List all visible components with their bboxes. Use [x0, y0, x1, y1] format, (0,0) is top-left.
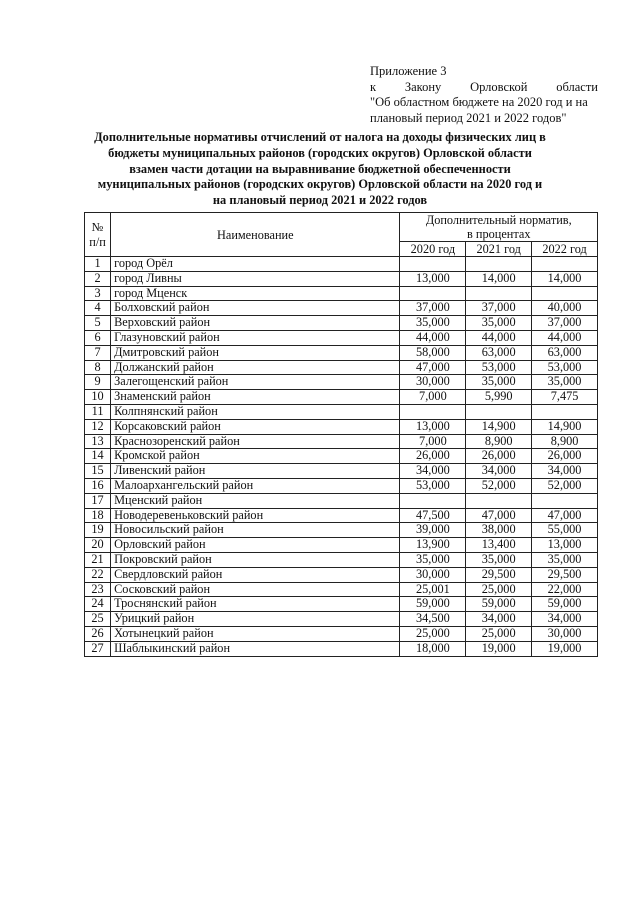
row-value-2021: 37,000	[466, 301, 532, 316]
annex-number: Приложение 3	[370, 64, 447, 78]
row-number: 15	[85, 464, 111, 479]
row-number: 23	[85, 582, 111, 597]
row-value-2022: 13,000	[532, 538, 598, 553]
row-number: 10	[85, 390, 111, 405]
row-value-2022: 53,000	[532, 360, 598, 375]
annex-word: области	[556, 79, 598, 94]
header-norm-group	[400, 213, 598, 242]
row-number: 12	[85, 419, 111, 434]
annex-law-title-1: "Об областном бюджете на 2020 год и на	[370, 95, 588, 109]
row-number: 3	[85, 286, 111, 301]
row-name: Должанский район	[111, 360, 400, 375]
row-number: 20	[85, 538, 111, 553]
row-value-2022: 55,000	[532, 523, 598, 538]
row-value-2022: 8,900	[532, 434, 598, 449]
row-name: Кромской район	[111, 449, 400, 464]
row-value-2020: 7,000	[400, 434, 466, 449]
row-value-2021: 35,000	[466, 552, 532, 567]
header-number	[85, 213, 111, 257]
row-value-2022: 14,900	[532, 419, 598, 434]
row-number: 19	[85, 523, 111, 538]
table-row	[85, 360, 598, 375]
header-name: Наименование	[111, 213, 400, 257]
row-value-2022: 22,000	[532, 582, 598, 597]
table-row	[85, 434, 598, 449]
row-value-2022: 34,000	[532, 464, 598, 479]
row-value-2021	[466, 404, 532, 419]
row-name: Ливенский район	[111, 464, 400, 479]
document-title: Дополнительные нормативы отчислений от налога на доходы физических лиц в бюджеты муниципальных районов (городских округов) Орловской области взамен части дотации на выравнивание бюджетной обеспеченности муниципальных районов (городских округов) Орловской области на 2020 год и на плановый период 2021 и 2022 годов	[94, 130, 546, 208]
row-name: Новодеревеньковский район	[111, 508, 400, 523]
table-row	[85, 330, 598, 345]
row-value-2020: 47,000	[400, 360, 466, 375]
table-row	[85, 449, 598, 464]
row-value-2020: 30,000	[400, 567, 466, 582]
row-value-2021: 8,900	[466, 434, 532, 449]
row-value-2021: 38,000	[466, 523, 532, 538]
table-row	[85, 271, 598, 286]
row-value-2022: 35,000	[532, 375, 598, 390]
row-name: Покровский район	[111, 552, 400, 567]
row-name: Сосковский район	[111, 582, 400, 597]
row-value-2020: 13,900	[400, 538, 466, 553]
row-name: Орловский район	[111, 538, 400, 553]
table-row	[85, 375, 598, 390]
row-value-2021: 25,000	[466, 582, 532, 597]
row-value-2020: 30,000	[400, 375, 466, 390]
row-value-2021	[466, 286, 532, 301]
row-number: 9	[85, 375, 111, 390]
row-number: 14	[85, 449, 111, 464]
row-value-2020: 13,000	[400, 271, 466, 286]
table-row	[85, 508, 598, 523]
row-name: город Ливны	[111, 271, 400, 286]
row-number: 26	[85, 626, 111, 641]
row-value-2020: 44,000	[400, 330, 466, 345]
row-value-2021	[466, 257, 532, 272]
row-value-2020: 13,000	[400, 419, 466, 434]
row-value-2021: 25,000	[466, 626, 532, 641]
row-value-2021: 13,400	[466, 538, 532, 553]
header-year-2022: 2022 год	[532, 242, 598, 257]
row-value-2021: 63,000	[466, 345, 532, 360]
table-body	[85, 257, 598, 657]
table-row	[85, 597, 598, 612]
row-name: Троснянский район	[111, 597, 400, 612]
row-value-2021: 59,000	[466, 597, 532, 612]
row-value-2021: 34,000	[466, 464, 532, 479]
row-name: Свердловский район	[111, 567, 400, 582]
row-name: город Орёл	[111, 257, 400, 272]
row-value-2020	[400, 257, 466, 272]
row-value-2020: 7,000	[400, 390, 466, 405]
row-value-2021: 19,000	[466, 641, 532, 656]
row-value-2022	[532, 493, 598, 508]
annex-word: Закону	[404, 79, 442, 94]
row-name: Знаменский район	[111, 390, 400, 405]
row-number: 6	[85, 330, 111, 345]
annex-word: Орловской	[470, 79, 528, 94]
table-row	[85, 404, 598, 419]
row-value-2020: 34,500	[400, 612, 466, 627]
annex-law-title-2: плановый период 2021 и 2022 годов"	[370, 110, 567, 125]
row-value-2020	[400, 493, 466, 508]
row-name: Краснозоренский район	[111, 434, 400, 449]
row-number: 7	[85, 345, 111, 360]
table-row	[85, 538, 598, 553]
row-value-2022: 52,000	[532, 478, 598, 493]
annex-header	[370, 64, 598, 126]
row-number: 24	[85, 597, 111, 612]
row-value-2021	[466, 493, 532, 508]
row-value-2020: 25,000	[400, 626, 466, 641]
row-value-2021: 34,000	[466, 612, 532, 627]
row-name: Хотынецкий район	[111, 626, 400, 641]
row-name: Шаблыкинский район	[111, 641, 400, 656]
row-value-2021: 26,000	[466, 449, 532, 464]
header-number-abbr: п/п	[89, 234, 106, 249]
row-value-2022	[532, 404, 598, 419]
row-value-2020: 39,000	[400, 523, 466, 538]
row-value-2020: 59,000	[400, 597, 466, 612]
row-value-2021: 53,000	[466, 360, 532, 375]
row-value-2022: 14,000	[532, 271, 598, 286]
row-value-2022: 63,000	[532, 345, 598, 360]
row-value-2021: 14,000	[466, 271, 532, 286]
row-value-2022: 47,000	[532, 508, 598, 523]
row-name: Новосильский район	[111, 523, 400, 538]
row-value-2020: 25,001	[400, 582, 466, 597]
row-name: Колпнянский район	[111, 404, 400, 419]
row-value-2022: 35,000	[532, 552, 598, 567]
row-value-2020: 34,000	[400, 464, 466, 479]
row-value-2020	[400, 404, 466, 419]
row-number: 13	[85, 434, 111, 449]
table-row	[85, 301, 598, 316]
row-number: 17	[85, 493, 111, 508]
row-value-2021: 29,500	[466, 567, 532, 582]
row-name: Мценский район	[111, 493, 400, 508]
table-row	[85, 567, 598, 582]
row-value-2022: 37,000	[532, 316, 598, 331]
row-value-2021: 14,900	[466, 419, 532, 434]
norms-table	[84, 212, 598, 657]
row-value-2020: 47,500	[400, 508, 466, 523]
row-value-2021: 35,000	[466, 375, 532, 390]
row-value-2022: 40,000	[532, 301, 598, 316]
row-value-2020: 18,000	[400, 641, 466, 656]
row-number: 8	[85, 360, 111, 375]
table-row	[85, 286, 598, 301]
row-number: 5	[85, 316, 111, 331]
row-value-2020: 35,000	[400, 316, 466, 331]
row-name: Глазуновский район	[111, 330, 400, 345]
table-row	[85, 641, 598, 656]
row-value-2021: 44,000	[466, 330, 532, 345]
row-number: 21	[85, 552, 111, 567]
header-year-2021: 2021 год	[466, 242, 532, 257]
row-number: 16	[85, 478, 111, 493]
table-row	[85, 257, 598, 272]
header-year-2020: 2020 год	[400, 242, 466, 257]
table-row	[85, 626, 598, 641]
row-value-2020	[400, 286, 466, 301]
table-row	[85, 464, 598, 479]
row-number: 11	[85, 404, 111, 419]
row-name: Малоархангельский район	[111, 478, 400, 493]
row-value-2020: 35,000	[400, 552, 466, 567]
row-value-2022: 44,000	[532, 330, 598, 345]
row-name: Дмитровский район	[111, 345, 400, 360]
table-row	[85, 419, 598, 434]
row-number: 2	[85, 271, 111, 286]
table-row	[85, 582, 598, 597]
row-value-2022: 29,500	[532, 567, 598, 582]
table-row	[85, 345, 598, 360]
row-number: 18	[85, 508, 111, 523]
table-row	[85, 390, 598, 405]
table-row	[85, 493, 598, 508]
row-value-2021: 5,990	[466, 390, 532, 405]
row-number: 25	[85, 612, 111, 627]
row-value-2021: 35,000	[466, 316, 532, 331]
row-number: 27	[85, 641, 111, 656]
row-name: город Мценск	[111, 286, 400, 301]
row-value-2020: 58,000	[400, 345, 466, 360]
table-row	[85, 612, 598, 627]
row-value-2022	[532, 286, 598, 301]
table-row	[85, 478, 598, 493]
row-number: 1	[85, 257, 111, 272]
annex-word: к	[370, 79, 377, 94]
annex-law-line	[370, 80, 598, 96]
row-value-2022: 19,000	[532, 641, 598, 656]
row-value-2020: 37,000	[400, 301, 466, 316]
row-value-2022: 26,000	[532, 449, 598, 464]
row-value-2020: 26,000	[400, 449, 466, 464]
row-name: Верховский район	[111, 316, 400, 331]
row-value-2022: 30,000	[532, 626, 598, 641]
row-number: 22	[85, 567, 111, 582]
table-row	[85, 316, 598, 331]
row-value-2022: 34,000	[532, 612, 598, 627]
row-number: 4	[85, 301, 111, 316]
row-name: Болховский район	[111, 301, 400, 316]
header-number-sign: №	[91, 219, 104, 234]
header-norm-line2: в процентах	[466, 227, 531, 241]
row-name: Корсаковский район	[111, 419, 400, 434]
row-value-2022: 59,000	[532, 597, 598, 612]
table-row	[85, 552, 598, 567]
row-value-2022	[532, 257, 598, 272]
row-value-2021: 47,000	[466, 508, 532, 523]
table-row	[85, 523, 598, 538]
row-value-2022: 7,475	[532, 390, 598, 405]
row-name: Залегощенский район	[111, 375, 400, 390]
header-norm-line1: Дополнительный норматив,	[425, 213, 572, 227]
row-value-2021: 52,000	[466, 478, 532, 493]
row-name: Урицкий район	[111, 612, 400, 627]
row-value-2020: 53,000	[400, 478, 466, 493]
